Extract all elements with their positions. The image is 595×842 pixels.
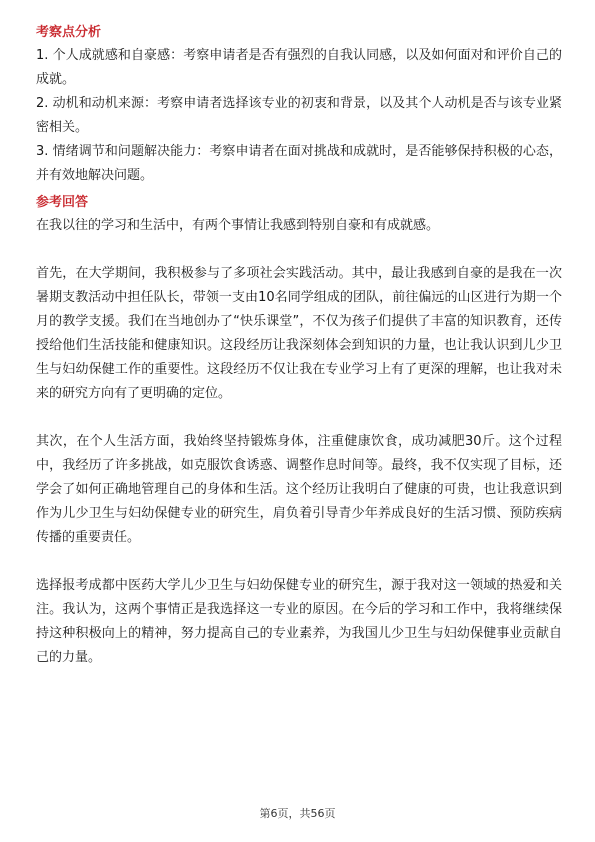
analysis-item-2: 2. 动机和动机来源：考察申请者选择该专业的初衷和背景，以及其个人动机是否与该专业紧密相关。 [36, 96, 562, 135]
answer-paragraph-2: 首先，在大学期间，我积极参与了多项社会实践活动。其中，最让我感到自豪的是我在一次暑期支教活动中担任队长，带领一支由10名同学组成的团队，前往偏远的山区进行为期一个月的教学支援。我们在当地创办了“快乐课堂”，不仅为孩子们提供了丰富的知识教育，还传授给他们生活技能和健康知识。这段经历让我深刻体会到知识的力量，也让我认识到儿少卫生与妇幼保健工作的重要性。这段经历不仅让我在专业学习上有了更深的理解，也让我对未来的研究方向有了更明确的定位。 [36, 266, 562, 401]
paragraph-gap [36, 238, 562, 262]
document-page [36, 22, 562, 670]
paragraph-gap [36, 406, 562, 430]
section-heading-answer: 参考回答 [36, 195, 89, 210]
answer-paragraph-4: 选择报考成都中医药大学儿少卫生与妇幼保健专业的研究生，源于我对这一领域的热爱和关注。我认为，这两个事情正是我选择这一专业的原因。在今后的学习和工作中，我将继续保持这种积极向上的精神，努力提高自己的专业素养，为我国儿少卫生与妇幼保健事业贡献自己的力量。 [36, 578, 562, 665]
answer-paragraph-1: 在我以往的学习和生活中，有两个事情让我感到特别自豪和有成就感。 [36, 218, 440, 233]
section-heading-analysis: 考察点分析 [36, 25, 102, 40]
answer-paragraph-3: 其次，在个人生活方面，我始终坚持锻炼身体，注重健康饮食，成功减肥30斤。这个过程中，我经历了许多挑战，如克服饮食诱惑、调整作息时间等。最终，我不仅实现了目标，还学会了如何正确地管理自己的身体和生活。这个经历让我明白了健康的可贵，也让我意识到作为儿少卫生与妇幼保健专业的研究生，肩负着引导青少年养成良好的生活习惯、预防疾病传播的重要责任。 [36, 434, 562, 545]
paragraph-gap [36, 550, 562, 574]
analysis-item-3: 3. 情绪调节和问题解决能力：考察申请者在面对挑战和成就时，是否能够保持积极的心态，并有效地解决问题。 [36, 144, 562, 183]
page-number: 第6页，共56页 [259, 807, 336, 820]
analysis-item-1: 1. 个人成就感和自豪感：考察申请者是否有强烈的自我认同感，以及如何面对和评价自己的成就。 [36, 48, 562, 87]
